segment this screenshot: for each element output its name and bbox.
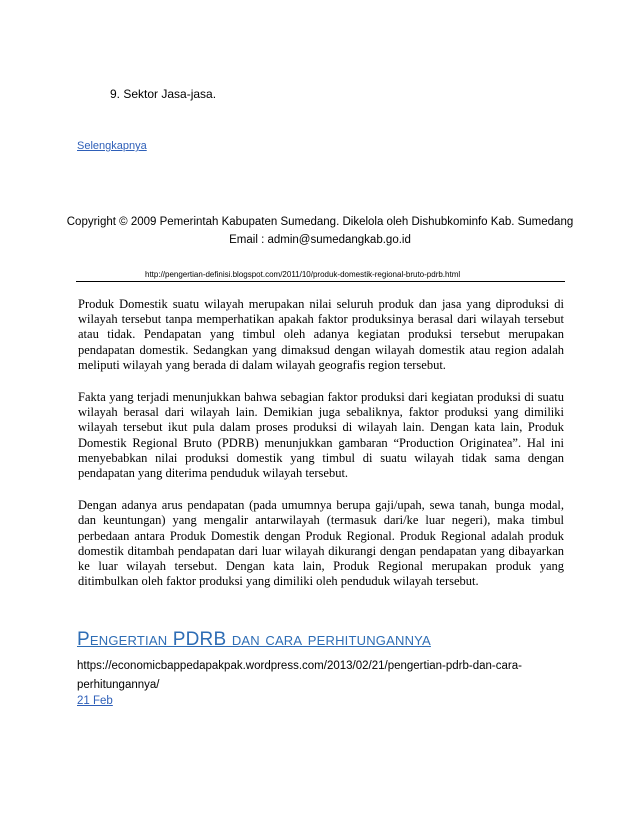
copyright-email: Email : admin@sumedangkab.go.id (229, 234, 411, 246)
copyright-text: Copyright © 2009 Pemerintah Kabupaten Sumedang. Dikelola oleh Dishubkominfo Kab. Sumedang (66, 216, 574, 228)
source-url: http://pengertian-definisi.blogspot.com/2011/10/produk-domestik-regional-bruto-pdrb.html (145, 270, 461, 279)
paragraph-2: Fakta yang terjadi menunjukkan bahwa sebagian faktor produksi dari kegiatan produksi di suatu wilayah berasal dari wilayah lain. Demikian juga sebaliknya, faktor produksi yang dimiliki wilayah tersebut ikut pula dalam proses produksi di wilayah lain. Dengan kata lain, Produk Domestik Regional Bruto (PDRB) menunjukkan gambaran “Production Originatea”. Hal ini menyebabkan nilai produksi domestik yang timbul di suatu wilayah tidak sama dengan pendapatan yang diterima penduduk wilayah tersebut. (78, 390, 564, 481)
paragraph-3: Dengan adanya arus pendapatan (pada umumnya berupa gaji/upah, sewa tanah, bunga modal, dan keuntungan) yang mengalir antarwilayah (termasuk dari/ke luar negeri), maka timbul perbedaan antara Produk Domestik dengan Produk Regional. Produk Regional adalah produk domestik ditambah pendapatan dari luar wilayah dikurangi dengan pendapatan yang dibayarkan ke luar wilayah tersebut. Dengan kata lain, Produk Regional merupakan produk yang ditimbulkan oleh faktor produksi yang dimiliki oleh penduduk wilayah tersebut. (78, 498, 564, 589)
list-item-sektor-jasa: 9. Sektor Jasa-jasa. (110, 87, 217, 101)
paragraph-1: Produk Domestik suatu wilayah merupakan nilai seluruh produk dan jasa yang diproduksi di wilayah tersebut tanpa memperhatikan apakah faktor produksinya berasal dari wilayah tersebut atau tidak. Pendapatan yang timbul oleh adanya kegiatan produksi tersebut merupakan pendapatan domestik. Sedangkan yang dimaksud dengan wilayah domestik atau region adalah meliputi wilayah yang berada di dalam wilayah geografis region tersebut. (78, 297, 564, 372)
horizontal-divider (76, 281, 565, 282)
article-body (78, 297, 564, 606)
post-date-link[interactable]: 21 Feb (77, 695, 113, 707)
copyright-footer (40, 213, 600, 249)
read-more-link[interactable]: Selengkapnya (77, 140, 147, 152)
article-heading-link[interactable]: Pengertian PDRB dan cara perhitungannya (77, 629, 431, 650)
article-url: https://economicbappedapakpak.wordpress.com/2013/02/21/pengertian-pdrb-dan-cara-perhitungannya/ (77, 660, 522, 691)
